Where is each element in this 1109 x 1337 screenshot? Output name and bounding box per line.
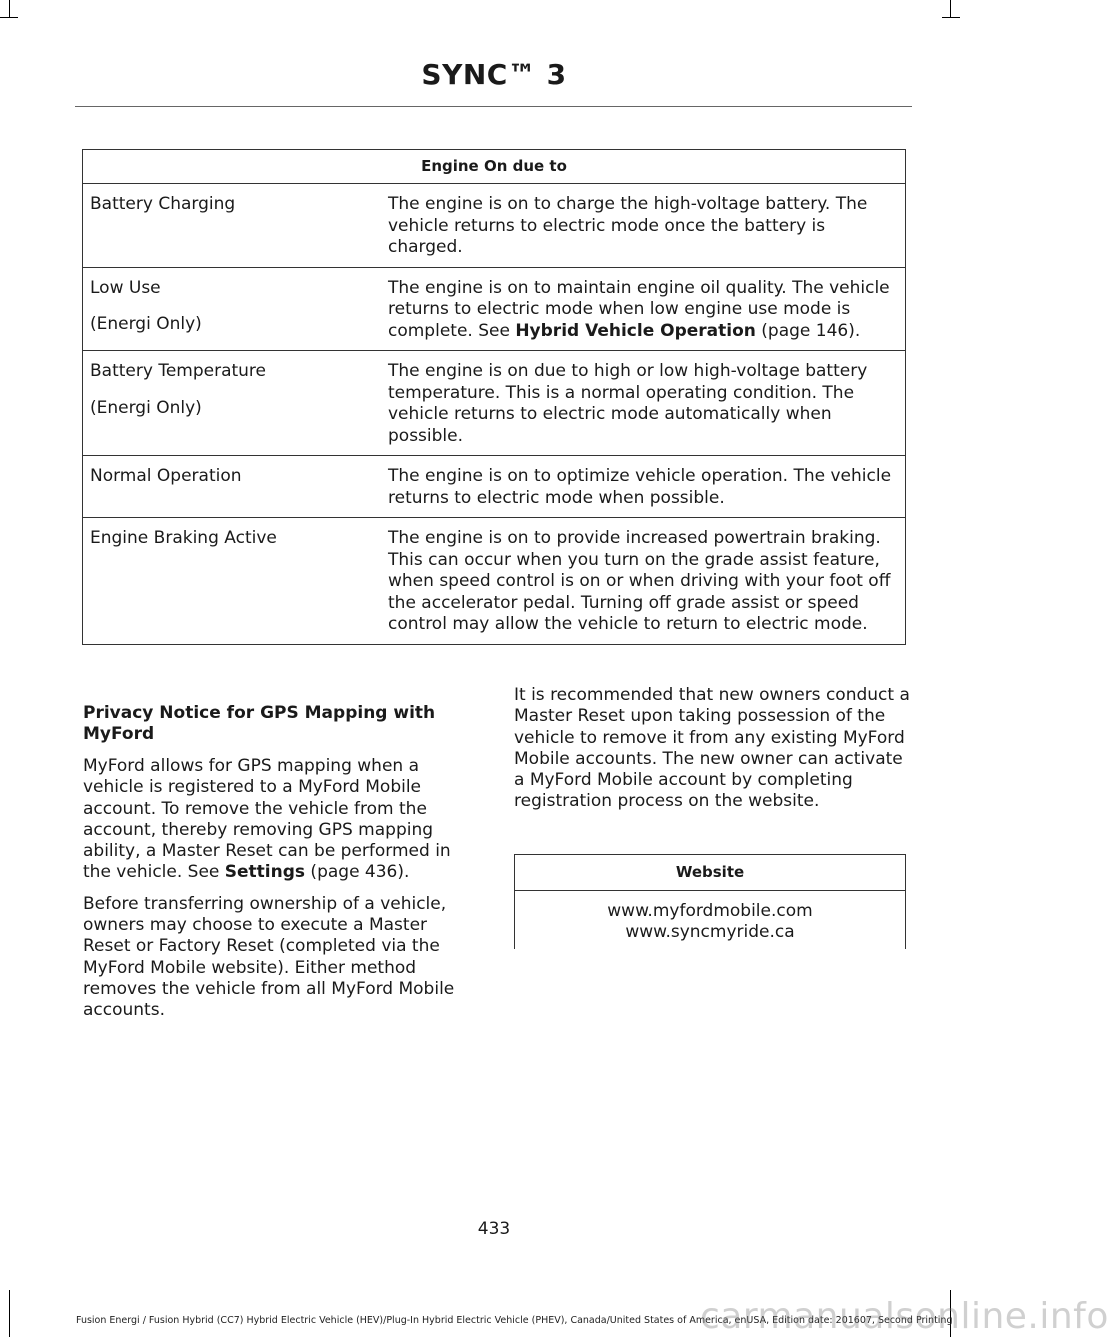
row-label: Low Use [90,277,161,298]
watermark: carmanualsonline.info [700,1296,1109,1337]
row-label: Engine Braking Active [90,528,277,548]
row-label: Battery Charging [90,194,236,214]
row-description: The engine is on due to high or low high-voltage battery temperature. This is a normal operating condition. The vehicle returns to electric mode automatically when possible. [381,351,906,456]
row-label: Battery Temperature [90,361,267,381]
hybrid-vehicle-operation-link[interactable]: Hybrid Vehicle Operation [515,320,756,341]
table-row [515,891,906,950]
table-heading: Engine On due to [83,150,906,184]
engine-on-table [82,149,906,645]
section-heading: Privacy Notice for GPS Mapping with MyFord [83,703,436,744]
settings-link[interactable]: Settings [224,862,306,883]
row-label-cell [83,184,382,268]
page-reference: (page 146). [755,320,861,341]
paragraph: Before transferring ownership of a vehicle, owners may choose to execute a Master Reset or Factory Reset (completed via the MyFord Mobile website). Either method removes the vehicle from all MyFord Mobile accounts. [83,893,455,1021]
row-description [381,267,906,351]
crop-mark [950,0,951,18]
crop-mark [942,17,960,18]
row-label-cell [83,351,382,456]
paragraph-text: MyFord allows for GPS mapping when a vehicle is registered to a MyFord Mobile account. To remove the vehicle from the account, thereby removing GPS mapping ability, a Master Reset can be performed in the vehicle. See [83,756,451,883]
url-cell [515,891,906,950]
row-description: The engine is on to charge the high-voltage battery. The vehicle returns to electric mode once the battery is charged. [381,184,906,268]
crop-mark [9,1290,10,1337]
table-row [83,456,906,518]
website-table [514,854,906,949]
footer-text: Fusion Energi / Fusion Hybrid (CC7) Hybrid Electric Vehicle (HEV)/Plug-In Hybrid Electric Vehicle (PHEV), Canada/United States of America, enUSA, Edition date: 201607, Second Printing [76,1315,953,1326]
paragraph [83,756,475,884]
table-row [83,184,906,268]
row-description: The engine is on to optimize vehicle operation. The vehicle returns to electric mode when possible. [381,456,906,518]
crop-mark [0,17,18,18]
page-reference: (page 436). [305,862,410,883]
row-label-cell [83,518,382,645]
table-row [83,351,906,456]
right-column [514,685,910,823]
url-link[interactable]: www.myfordmobile.com [607,901,813,921]
page-title: SYNC™ 3 [421,58,567,91]
table-heading: Website [515,855,906,891]
header-divider [75,106,912,107]
row-sublabel: (Energi Only) [90,397,202,418]
row-label: Normal Operation [90,466,242,486]
paragraph: It is recommended that new owners conduct a Master Reset upon taking possession of the vehicle to remove it from any existing MyFord Mobile accounts. The new owner can activate a MyFord Mobile account by completing registration process on the website. [514,685,910,812]
description-text: The engine is on to maintain engine oil quality. The vehicle returns to electric mode when low engine use mode is complete. See [388,277,890,341]
url-link[interactable]: www.syncmyride.ca [625,922,795,942]
row-label-cell [83,456,382,518]
crop-mark [9,0,10,18]
row-sublabel: (Energi Only) [90,314,202,334]
table-row [83,518,906,645]
row-label-cell [83,267,382,351]
table-row [83,267,906,351]
row-description: The engine is on to provide increased powertrain braking. This can occur when you turn on the grade assist feature, when speed control is on or when driving with your foot off the accelerator pedal. Turning off grade assist or speed control may allow the vehicle to return to electric mode. [381,518,906,645]
page-number: 433 [477,1219,511,1239]
left-column [83,703,475,1032]
